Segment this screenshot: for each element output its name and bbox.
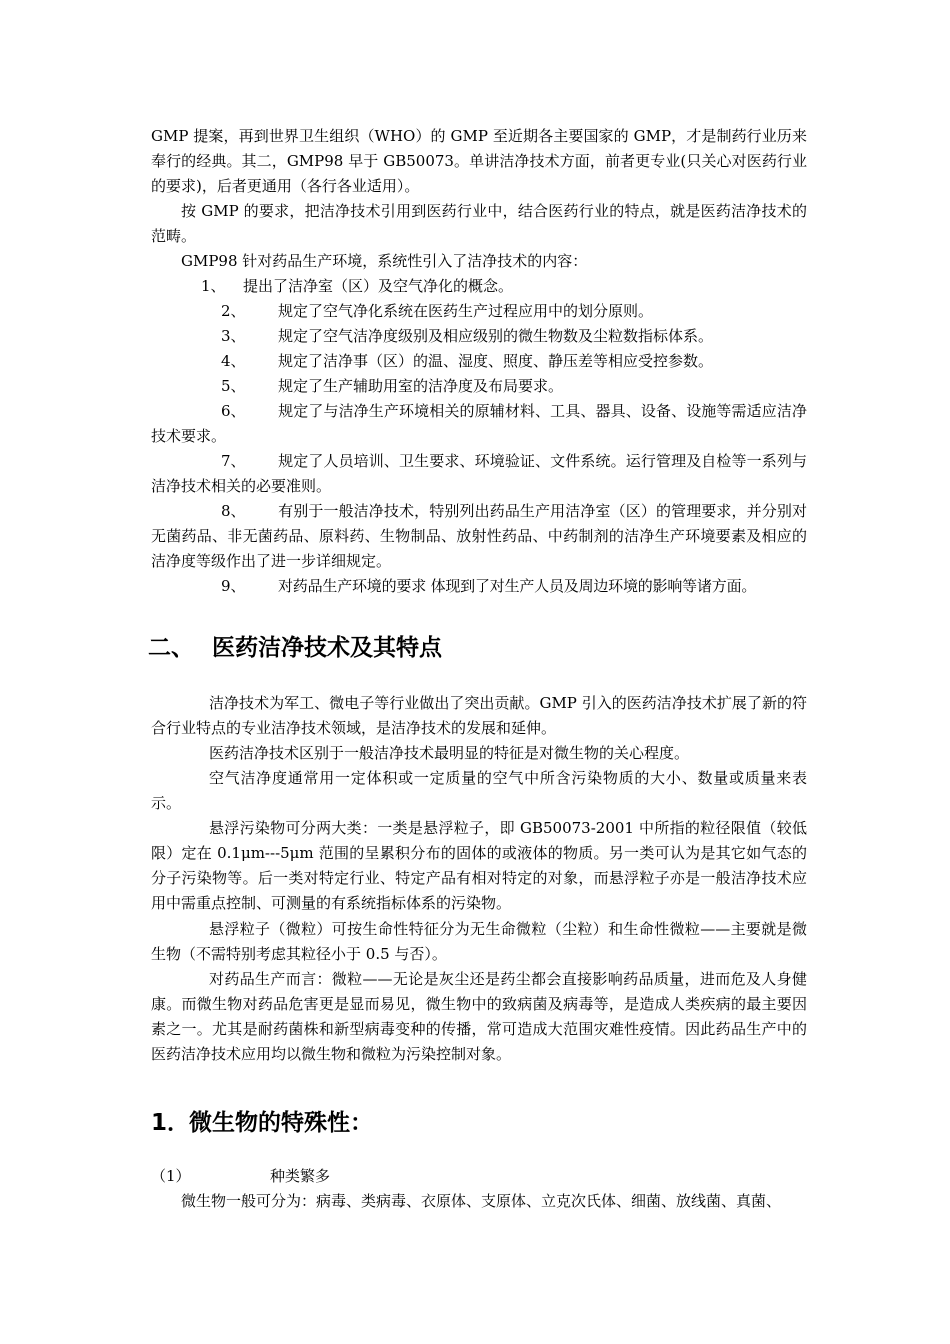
section2-paragraph-6: 对药品生产而言：微粒——无论是灰尘还是药尘都会直接影响药品质量，进而危及人身健康。而微生物对药品危害更是显而易见，微生物中的致病菌及病毒等，是造成人类疾病的最主要因素之一。尤其是耐药菌株和新型病毒变种的传播，常可造成大范围灾难性疫情。因此药品生产中的医药洁净技术应用均以微生物和微粒为污染控制对象。 [151,970,807,1063]
list-number: 2、 [221,302,246,320]
list-text: 规定了人员培训、卫生要求、环境验证、文件系统。运行管理及自检等一系列与洁净技术相关的必要准则。 [151,452,807,495]
list-number: 3、 [221,327,246,345]
list-number: 8、 [221,502,246,520]
section2-paragraph-5: 悬浮粒子（微粒）可按生命性特征分为无生命微粒（尘粒）和生命性微粒——主要就是微生物（不需特别考虑其粒径小于 0.5 与否）。 [151,920,807,963]
gmp-list-item-8 [151,499,807,574]
list-number: （1） [151,1167,191,1185]
list-text: 种类繁多 [270,1167,331,1185]
list-number: 5、 [221,377,246,395]
list-text: 规定了与洁净生产环境相关的原辅材料、工具、器具、设备、设施等需适应洁净技术要求。 [151,402,807,445]
section2-paragraph-2: 医药洁净技术区别于一般洁净技术最明显的特征是对微生物的关心程度。 [209,744,690,762]
list-text: 规定了洁净事（区）的温、湿度、照度、静压差等相应受控参数。 [278,352,714,370]
section2-paragraph-3: 空气洁净度通常用一定体积或一定质量的空气中所含污染物质的大小、数量或质量来表示。 [151,769,807,812]
list-text: 提出了洁净室（区）及空气净化的概念。 [243,277,514,295]
section2-paragraph-4: 悬浮污染物可分两大类：一类是悬浮粒子，即 GB50073-2001 中所指的粒径限值（较低限）定在 0.1μm---5μm 范围的呈累积分布的固体的或液体的物质。另一类可认为是其它如气态的分子污染物等。后一类对特定行业、特定产品有相对特定的对象，而悬浮粒子亦是一般洁净技术应用中需重点控制、可测量的有系统指标体系的污染物。 [151,819,807,912]
gmp-list-item-6 [151,399,807,449]
list-number: 7、 [221,452,246,470]
list-number: 6、 [221,402,246,420]
subsection-paragraph-1: 微生物一般可分为：病毒、类病毒、衣原体、支原体、立克次氏体、细菌、放线菌、真菌、 [181,1192,782,1210]
heading-title: 微生物的特殊性： [189,1110,373,1136]
list-text: 规定了空气净化系统在医药生产过程应用中的划分原则。 [278,302,654,320]
list-text: 对药品生产环境的要求 体现到了对生产人员及周边环境的影响等诸方面。 [278,577,757,595]
heading-number: 1． [151,1110,191,1136]
intro-paragraph-2: 按 GMP 的要求，把洁净技术引用到医药行业中，结合医药行业的特点，就是医药洁净技术的范畴。 [151,202,807,245]
section2-paragraph-1: 洁净技术为军工、微电子等行业做出了突出贡献。GMP 引入的医药洁净技术扩展了新的符合行业特点的专业洁净技术领域，是洁净技术的发展和延伸。 [151,694,807,737]
list-text: 规定了空气洁净度级别及相应级别的微生物数及尘粒数指标体系。 [278,327,714,345]
list-number: 9、 [221,577,246,595]
gmp-list-item-7 [151,449,807,499]
list-number: 1、 [201,277,226,295]
list-number: 4、 [221,352,246,370]
heading-number: 二、 [148,635,194,661]
list-text: 有别于一般洁净技术，特别列出药品生产用洁净室（区）的管理要求，并分别对无菌药品、非无菌药品、原料药、生物制品、放射性药品、中药制剂的洁净生产环境要素及相应的洁净度等级作出了进一步详细规定。 [151,502,807,570]
heading-title: 医药洁净技术及其特点 [212,635,442,661]
intro-paragraph-1: GMP 提案，再到世界卫生组织（WHO）的 GMP 至近期各主要国家的 GMP，才是制药行业历来奉行的经典。其二，GMP98 早于 GB50073。单讲洁净技术方面，前者更专业(只关心对医药行业的要求)，后者更通用（各行各业适用）。 [151,127,807,195]
intro-paragraph-3: GMP98 针对药品生产环境，系统性引入了洁净技术的内容： [181,252,588,270]
list-text: 规定了生产辅助用室的洁净度及布局要求。 [278,377,564,395]
